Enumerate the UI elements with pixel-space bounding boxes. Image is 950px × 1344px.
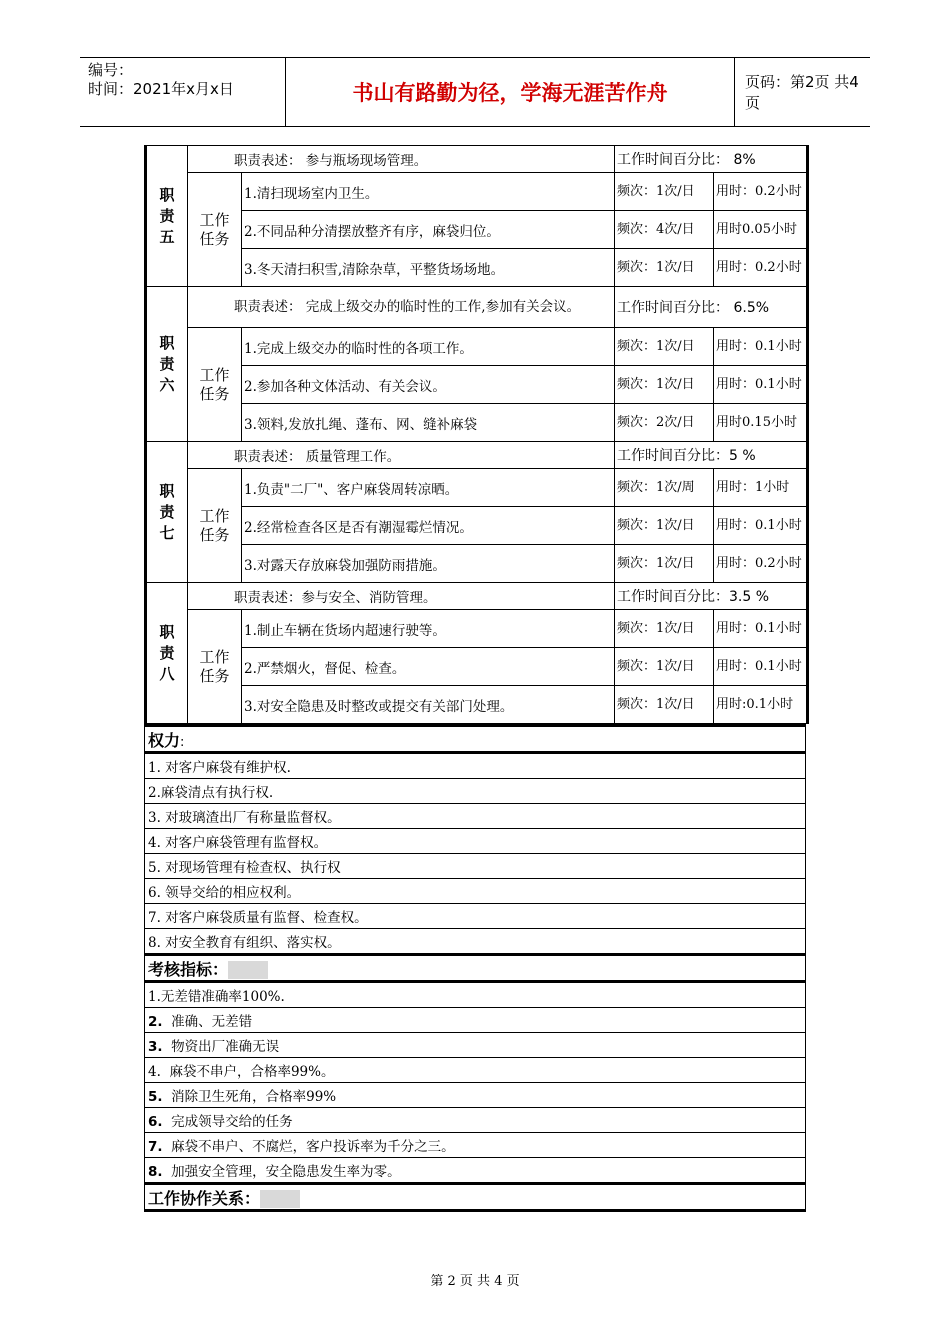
task-frequency: 频次：1次/日 (615, 328, 714, 366)
power-item: 4. 对客户麻袋管理有监督权。 (145, 829, 806, 854)
task-text: 2.参加各种文体活动、有关会议。 (242, 366, 615, 404)
task-row (146, 648, 808, 686)
cooperation-row (145, 1184, 806, 1211)
power-item: 7. 对客户麻袋质量有监督、检查权。 (145, 904, 806, 929)
task-frequency: 频次：1次/日 (615, 366, 714, 404)
task-label-text: 工作任务 (199, 647, 230, 685)
assessment-text: 麻袋不串户、不腐烂，客户投诉率为千分之三。 (162, 1139, 455, 1155)
assessment-number: 3. (148, 1039, 163, 1055)
assessment-row (145, 1033, 806, 1058)
assessment-row (145, 1108, 806, 1133)
task-row (146, 211, 808, 249)
assessment-row (145, 1133, 806, 1158)
task-duration: 用时：1小时 (714, 469, 808, 507)
task-label (188, 610, 242, 724)
task-duration: 用时：0.1小时 (714, 328, 808, 366)
task-row (146, 404, 808, 442)
task-text: 3.对安全隐患及时整改或提交有关部门处理。 (242, 686, 615, 724)
powers-title: 权力 (148, 730, 181, 750)
duty-title-text: 职责五 (159, 185, 175, 246)
powers-row (145, 726, 806, 753)
task-frequency: 频次：1次/日 (615, 610, 714, 648)
task-frequency: 频次：1次/日 (615, 173, 714, 211)
task-text: 1.制止车辆在货场内超速行驶等。 (242, 610, 615, 648)
shaded-cell (228, 961, 268, 979)
assessment-number: 2. (148, 1014, 163, 1030)
time-percentage: 工作时间百分比： 8% (615, 146, 808, 173)
power-row (145, 779, 806, 804)
task-row (146, 507, 808, 545)
task-label-text: 工作任务 (199, 210, 230, 248)
assessment-row (145, 1083, 806, 1108)
page-footer: 第 2 页 共 4 页 (430, 1274, 520, 1289)
assessment-number: 7. (148, 1139, 163, 1155)
task-text: 2.不同品种分清摆放整齐有序，麻袋归位。 (242, 211, 615, 249)
task-duration: 用时0.15小时 (714, 404, 808, 442)
task-label (188, 328, 242, 442)
task-row (146, 328, 808, 366)
task-duration: 用时：0.2小时 (714, 249, 808, 287)
duty-description: 职责表述：参与安全、消防管理。 (188, 583, 615, 610)
time-label: 时间：2021年x月x日 (88, 80, 234, 98)
page-label: 页码：第2页 共4页 (745, 73, 859, 112)
task-frequency: 频次：1次/日 (615, 648, 714, 686)
duties-table (144, 145, 809, 724)
duty-description: 职责表述： 完成上级交办的临时性的工作,参加有关会议。 (188, 287, 615, 328)
cooperation-title: 工作协作关系： (148, 1188, 261, 1208)
assessment-item (145, 1158, 806, 1184)
task-row (146, 366, 808, 404)
assessment-text: 麻袋不串户，合格率99%。 (160, 1064, 335, 1080)
duty-description: 职责表述： 质量管理工作。 (188, 442, 615, 469)
duty-desc-row (146, 146, 808, 173)
powers-table (144, 724, 806, 1212)
power-item: 5. 对现场管理有检查权、执行权 (145, 854, 806, 879)
time-percentage: 工作时间百分比：5 % (615, 442, 808, 469)
task-duration: 用时：0.1小时 (714, 648, 808, 686)
powers-heading (145, 726, 806, 753)
power-item: 3. 对玻璃渣出厂有称量监督权。 (145, 804, 806, 829)
assessment-text: 无差错准确率100%. (160, 989, 285, 1005)
duty-title-text: 职责八 (159, 622, 175, 683)
assessment-number: 8. (148, 1164, 163, 1180)
assessment-item (145, 1083, 806, 1108)
task-row (146, 249, 808, 287)
task-duration: 用时0.05小时 (714, 211, 808, 249)
task-text: 1.负责"二厂"、客户麻袋周转凉晒。 (242, 469, 615, 507)
task-duration: 用时：0.1小时 (714, 610, 808, 648)
assessment-number: 1. (148, 989, 161, 1005)
task-duration: 用时：0.2小时 (714, 173, 808, 211)
task-text: 3.领料,发放扎绳、蓬布、网、缝补麻袋 (242, 404, 615, 442)
assessment-number: 4. (148, 1064, 161, 1080)
task-row (146, 686, 808, 724)
task-text: 3.对露天存放麻袋加强防雨措施。 (242, 545, 615, 583)
task-row (146, 469, 808, 507)
power-row (145, 854, 806, 879)
duty-title-text: 职责七 (159, 481, 175, 542)
duty-title (146, 583, 188, 724)
task-row (146, 173, 808, 211)
task-duration: 用时：0.2小时 (714, 545, 808, 583)
power-item: 1. 对客户麻袋有维护权. (145, 753, 806, 779)
cooperation-heading (145, 1184, 806, 1211)
assessment-item (145, 1033, 806, 1058)
header-meta (88, 61, 288, 99)
duty-desc-row (146, 287, 808, 328)
task-text: 1.清扫现场室内卫生。 (242, 173, 615, 211)
assessment-text: 准确、无差错 (162, 1014, 253, 1030)
shaded-cell (260, 1190, 300, 1208)
power-item: 2.麻袋清点有执行权. (145, 779, 806, 804)
task-frequency: 频次：1次/日 (615, 545, 714, 583)
task-duration: 用时：0.1小时 (714, 507, 808, 545)
assessment-item (145, 1008, 806, 1033)
task-row (146, 610, 808, 648)
power-row (145, 929, 806, 955)
task-text: 1.完成上级交办的临时性的各项工作。 (242, 328, 615, 366)
power-row (145, 753, 806, 779)
duty-desc-row (146, 583, 808, 610)
task-text: 2.严禁烟火，督促、检查。 (242, 648, 615, 686)
assessment-text: 加强安全管理，安全隐患发生率为零。 (162, 1164, 401, 1180)
assessment-text: 完成领导交给的任务 (162, 1114, 293, 1130)
power-item: 8. 对安全教育有组织、落实权。 (145, 929, 806, 955)
time-percentage: 工作时间百分比：3.5 % (615, 583, 808, 610)
task-duration: 用时:0.1小时 (714, 686, 808, 724)
assessment-item (145, 1058, 806, 1083)
motto: 书山有路勤为径，学海无涯苦作舟 (285, 58, 735, 126)
task-label-text: 工作任务 (199, 506, 230, 544)
duty-title (146, 287, 188, 442)
duty-desc-row (146, 442, 808, 469)
power-row (145, 879, 806, 904)
task-frequency: 频次：1次/日 (615, 249, 714, 287)
assessment-number: 5. (148, 1089, 163, 1105)
code-label: 编号： (88, 61, 134, 79)
assessment-number: 6. (148, 1114, 163, 1130)
task-duration: 用时：0.1小时 (714, 366, 808, 404)
powers-suffix: : (180, 734, 185, 750)
assessment-row (145, 1058, 806, 1083)
task-text: 2.经常检查各区是否有潮湿霉烂情况。 (242, 507, 615, 545)
assessment-heading (145, 955, 806, 982)
task-frequency: 频次：2次/日 (615, 404, 714, 442)
task-frequency: 频次：1次/日 (615, 686, 714, 724)
task-text: 3.冬天清扫积雪,清除杂草，平整货场场地。 (242, 249, 615, 287)
duty-title-text: 职责六 (159, 333, 175, 394)
assessment-item (145, 1133, 806, 1158)
duty-description: 职责表述： 参与瓶场现场管理。 (188, 146, 615, 173)
task-row (146, 545, 808, 583)
task-label (188, 469, 242, 583)
assessment-title: 考核指标： (148, 959, 229, 979)
duty-title (146, 442, 188, 583)
task-frequency: 频次：4次/日 (615, 211, 714, 249)
power-row (145, 804, 806, 829)
page-header (80, 57, 870, 127)
power-row (145, 829, 806, 854)
assessment-text: 物资出厂准确无误 (162, 1039, 280, 1055)
time-percentage: 工作时间百分比： 6.5% (615, 287, 808, 328)
assessment-row (145, 982, 806, 1008)
assessment-row (145, 1158, 806, 1184)
power-item: 6. 领导交给的相应权利。 (145, 879, 806, 904)
task-label (188, 173, 242, 287)
assessment-row (145, 1008, 806, 1033)
duty-title (146, 146, 188, 287)
assessment-item (145, 1108, 806, 1133)
task-frequency: 频次：1次/日 (615, 507, 714, 545)
assessment-row (145, 955, 806, 982)
assessment-item (145, 982, 806, 1008)
task-label-text: 工作任务 (199, 365, 230, 403)
power-row (145, 904, 806, 929)
task-frequency: 频次：1次/周 (615, 469, 714, 507)
assessment-text: 消除卫生死角，合格率99% (162, 1089, 337, 1105)
